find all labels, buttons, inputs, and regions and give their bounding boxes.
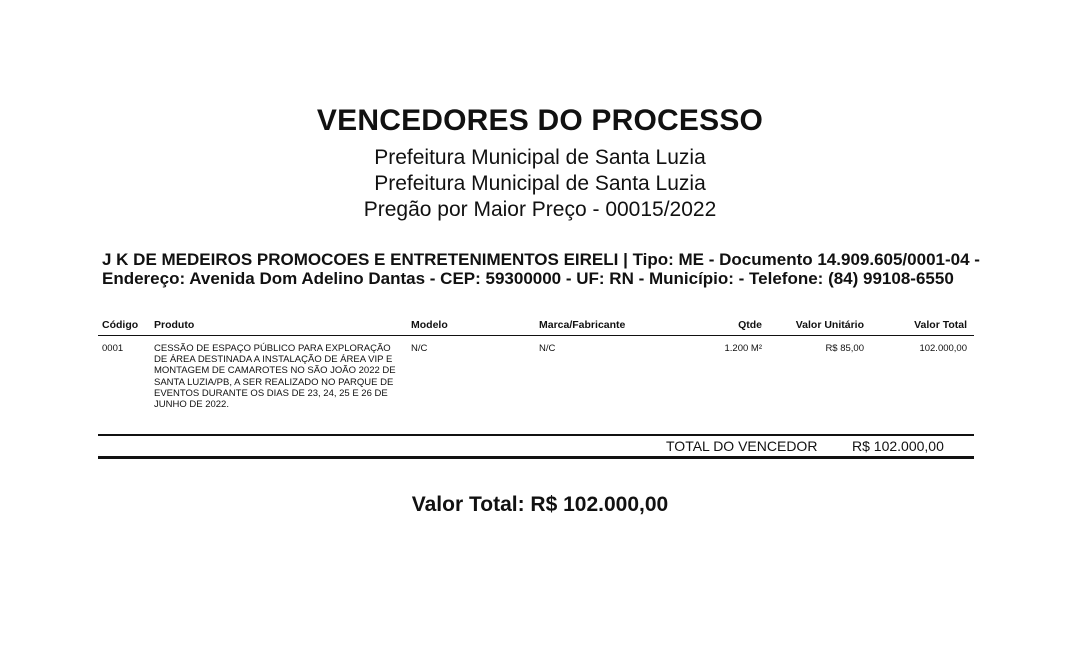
subtitle-entity-repeat: Prefeitura Municipal de Santa Luzia <box>374 172 706 195</box>
subtitle-process: Pregão por Maior Preço - 00015/2022 <box>363 198 717 221</box>
vendor-total-value: R$ 102.000,00 <box>852 438 944 454</box>
row-divider <box>98 434 974 436</box>
cell-codigo: 0001 <box>102 343 124 354</box>
col-header-valor-total: Valor Total <box>914 319 967 331</box>
grand-total: Valor Total: R$ 102.000,00 <box>411 493 669 516</box>
col-header-modelo: Modelo <box>411 319 448 331</box>
col-header-valor-unitario: Valor Unitário <box>795 319 864 331</box>
cell-valor-total: 102.000,00 <box>919 343 967 354</box>
col-header-codigo: Código <box>102 319 139 331</box>
vendor-total-label: TOTAL DO VENCEDOR <box>666 438 818 454</box>
subtitle-entity: Prefeitura Municipal de Santa Luzia <box>374 146 706 169</box>
col-header-marca: Marca/Fabricante <box>539 319 626 331</box>
header-divider <box>98 335 974 336</box>
cell-produto: CESSÃO DE ESPAÇO PÚBLICO PARA EXPLORAÇÃO DE ÁREA DESTINADA A INSTALAÇÃO DE ÁREA VIP E MONTAGEM DE CAMAROTES NO SÃO JOÃO 2022 DE SANTA LUZIA/PB, A SER REALIZADO NO PARQUE DE EVENTOS DURANTE OS DIAS DE 23, 24, 25 E 26 DE JUNHO DE 2022. <box>154 343 396 411</box>
col-header-qtde: Qtde <box>738 319 762 331</box>
document-title: VENCEDORES DO PROCESSO <box>316 104 764 137</box>
cell-valor-unitario: R$ 85,00 <box>825 343 864 354</box>
cell-marca: N/C <box>539 343 556 354</box>
vendor-info: J K DE MEDEIROS PROMOCOES E ENTRETENIMENTOS EIRELI | Tipo: ME - Documento 14.909.605/0001-04 - Endereço: Avenida Dom Adelino Dantas - CEP: 59300000 - UF: RN - Município: - Telefone: (84) 99108-6550 <box>102 250 980 288</box>
total-divider <box>98 456 974 459</box>
cell-modelo: N/C <box>411 343 428 354</box>
cell-qtde: 1.200 M² <box>724 343 762 354</box>
col-header-produto: Produto <box>154 319 195 331</box>
